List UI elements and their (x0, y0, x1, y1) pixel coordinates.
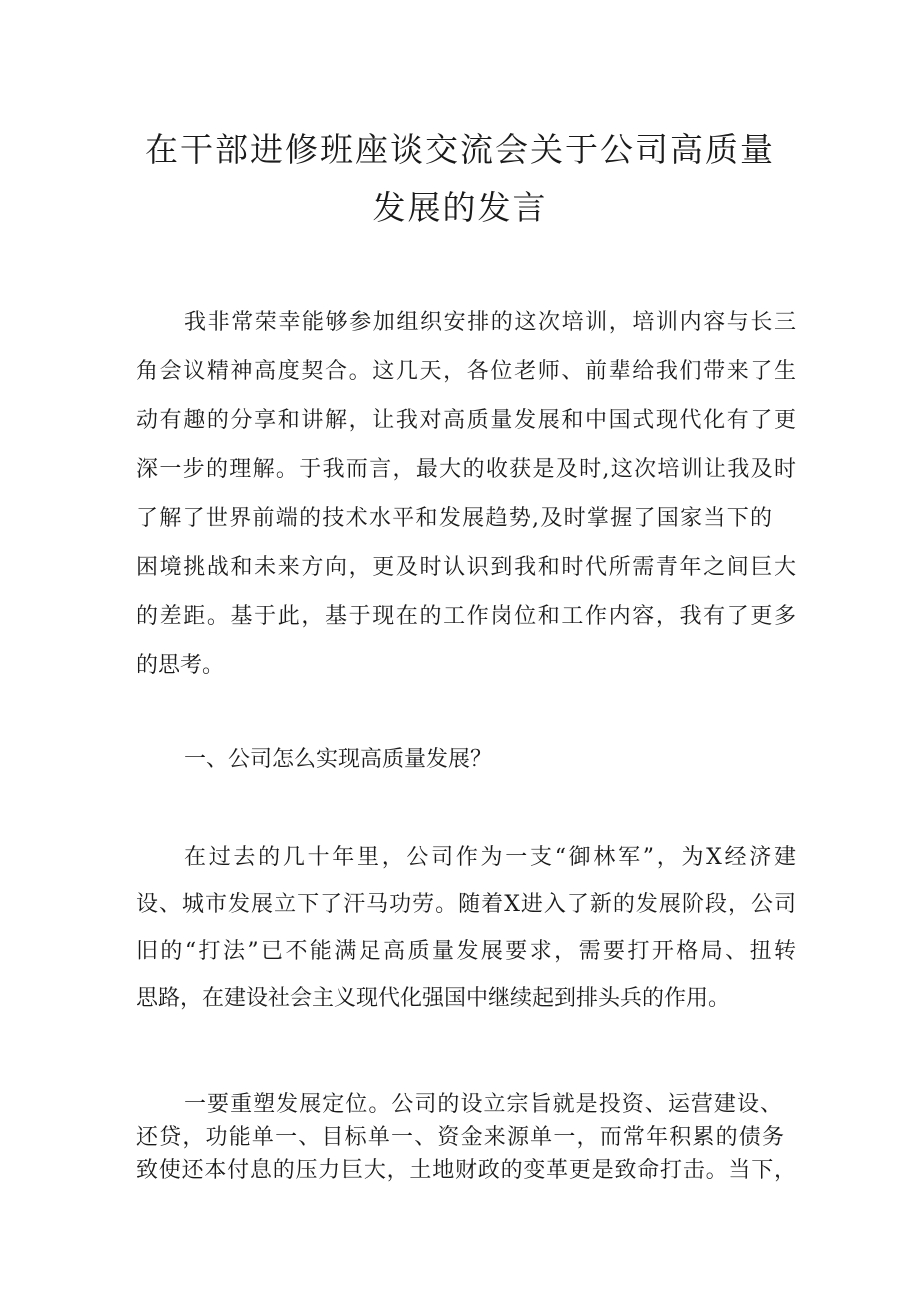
paragraph-3-line-3: 致使还本付息的压力巨大，土地财政的变革更是致命打击。当下， (136, 1158, 796, 1183)
document-title-line-2: 发展的发言 (372, 188, 548, 227)
paragraph-2-line-4: 思路，在建设社会主义现代化强国中继续起到排头兵的作用。 (136, 986, 731, 1011)
section-heading-1: 一、公司怎么实现高质量发展？ (184, 747, 493, 772)
paragraph-1-line-6: 困境挑战和未来方向，更及时认识到我和时代所需青年之间巨大 (136, 555, 796, 580)
document-title-line-1: 在干部进修班座谈交流会关于公司高质量 (145, 130, 775, 169)
paragraph-2-line-1: 在过去的几十年里，公司作为一支“御林军”，为X经济建 (184, 845, 796, 870)
paragraph-1-line-3: 动有趣的分享和讲解，让我对高质量发展和中国式现代化有了更 (136, 408, 796, 433)
paragraph-1-line-5: 了解了世界前端的技术水平和发展趋势,及时掌握了国家当下的 (136, 506, 772, 531)
paragraph-1-line-4: 深一步的理解。于我而言，最大的收获是及时,这次培训让我及时 (136, 457, 796, 482)
paragraph-1-line-8: 的思考。 (136, 653, 225, 678)
paragraph-1-line-1: 我非常荣幸能够参加组织安排的这次培训，培训内容与长三 (184, 310, 796, 335)
paragraph-1-line-2: 角会议精神高度契合。这几天，各位老师、前辈给我们带来了生 (136, 359, 796, 384)
paragraph-2-line-2: 设、城市发展立下了汗马功劳。随着X进入了新的发展阶段，公司 (136, 892, 796, 917)
paragraph-3-line-2: 还贷，功能单一、目标单一、资金来源单一，而常年积累的债务 (136, 1125, 784, 1150)
paragraph-2-line-3: 旧的“打法”已不能满足高质量发展要求，需要打开格局、扭转 (136, 939, 796, 964)
paragraph-1-line-7: 的差距。基于此，基于现在的工作岗位和工作内容，我有了更多 (136, 604, 796, 629)
paragraph-3-line-1: 一要重塑发展定位。公司的设立宗旨就是投资、运营建设、 (184, 1092, 782, 1117)
